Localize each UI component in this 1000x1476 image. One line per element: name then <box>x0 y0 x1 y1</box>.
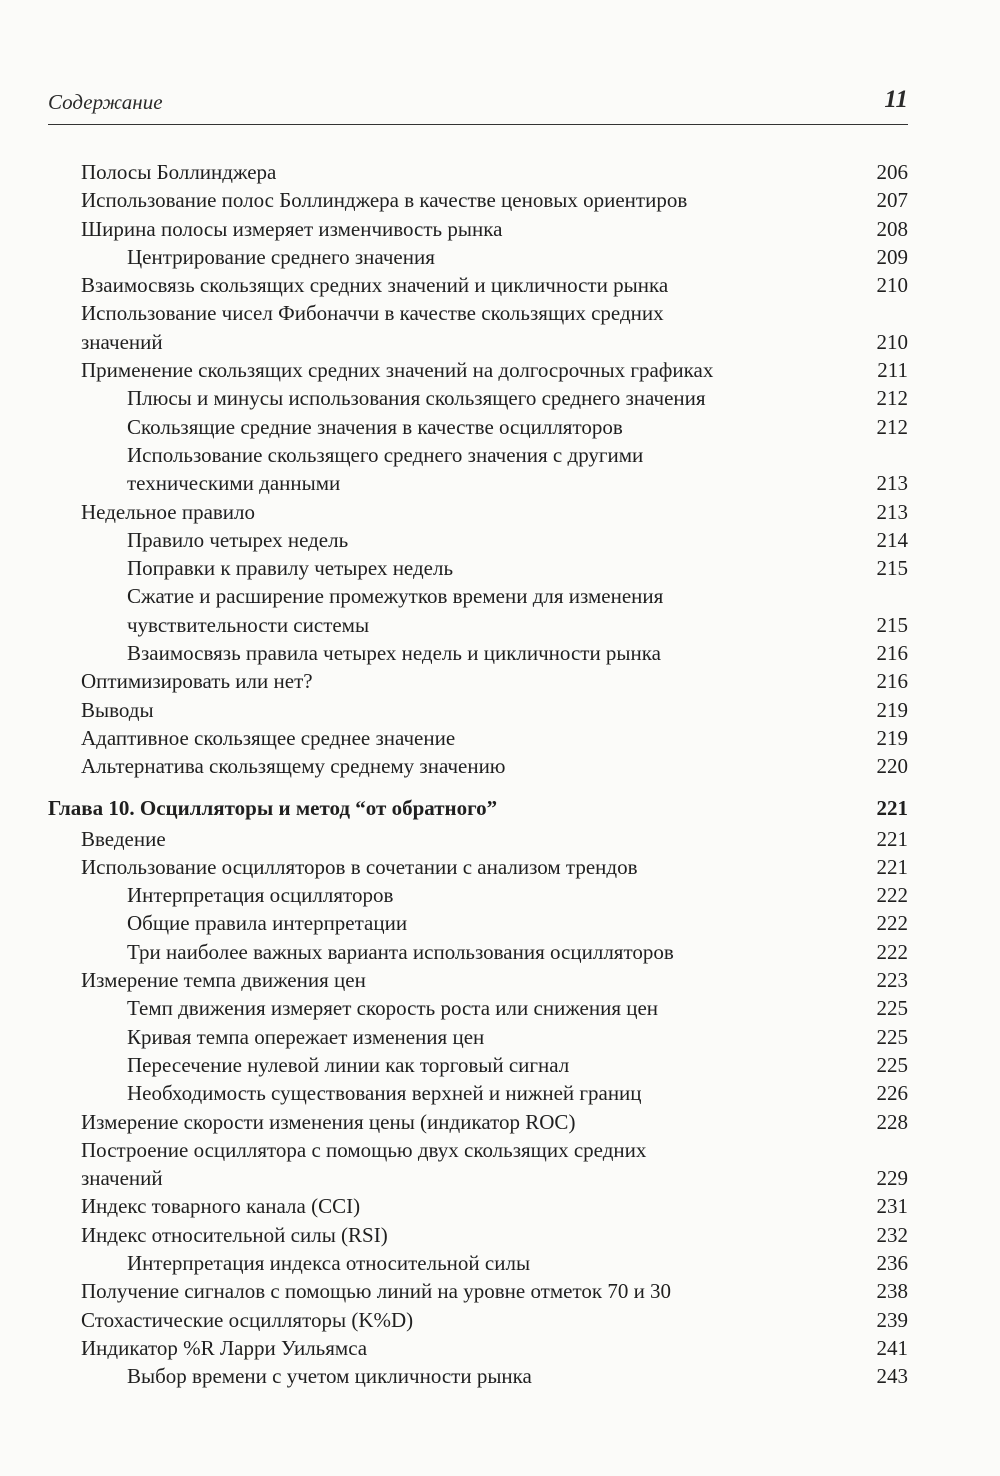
toc-entry-title: Построение осциллятора с помощью двух скользящих средних <box>81 1137 647 1162</box>
toc-entry-page: 211 <box>877 358 908 383</box>
running-header <box>48 88 908 125</box>
toc-entry-title: Интерпретация индекса относительной силы <box>127 1250 531 1275</box>
toc-entry-page: 210 <box>876 329 908 354</box>
toc-entry <box>0 938 1000 966</box>
toc-entry <box>0 667 1000 695</box>
toc-entry-title: Три наиболее важных варианта использования осцилляторов <box>127 939 674 964</box>
running-header-title: Содержание <box>48 90 163 114</box>
toc-entry-title: Индекс товарного канала (CCI) <box>81 1194 361 1219</box>
toc-entry-page: 213 <box>876 471 908 496</box>
toc-entry-title: Поправки к правилу четырех недель <box>127 556 454 581</box>
toc-entry-continuation <box>0 611 1000 639</box>
toc-entry-title: Стохастические осцилляторы (K%D) <box>81 1307 414 1332</box>
toc-entry-page: 206 <box>876 160 908 184</box>
toc-entry-page: 215 <box>876 556 908 581</box>
toc-entry <box>0 1249 1000 1277</box>
toc-entry-title: Необходимость существования верхней и нижней границ <box>127 1081 642 1106</box>
toc-entry-title: Ширина полосы измеряет изменчивость рынка <box>81 216 503 241</box>
toc-entry <box>0 1023 1000 1051</box>
toc-entry <box>0 215 1000 243</box>
toc-entry-title: Измерение скорости изменения цены (индикатор ROC) <box>81 1109 576 1134</box>
toc-entry-title: чувствительности системы <box>127 612 370 637</box>
toc-entry-page: 228 <box>876 1109 908 1134</box>
toc-entry-title: техническими данными <box>127 471 341 496</box>
toc-entry-page: 208 <box>876 216 908 241</box>
toc-entry-page: 223 <box>876 968 908 993</box>
page-number: 11 <box>884 86 908 113</box>
toc-entry-title: Выводы <box>81 697 154 722</box>
toc-entry-title: Взаимосвязь правила четырех недель и цикличности рынка <box>127 641 661 666</box>
toc-entry-title: Сжатие и расширение промежутков времени для изменения <box>127 584 664 609</box>
toc-entry-page: 239 <box>876 1307 908 1332</box>
toc-entry-title: Введение <box>81 826 166 851</box>
toc-entry-title: Измерение темпа движения цен <box>81 968 366 993</box>
toc-entry-continuation <box>0 469 1000 497</box>
toc-entry <box>0 825 1000 853</box>
table-of-contents <box>0 158 1000 1390</box>
toc-entry-page: 241 <box>876 1335 908 1360</box>
toc-entry-title: Применение скользящих средних значений на долгосрочных графиках <box>81 358 714 383</box>
toc-entry-title: значений <box>81 329 163 354</box>
toc-entry <box>0 909 1000 937</box>
toc-entry <box>0 1334 1000 1362</box>
toc-entry <box>0 1306 1000 1334</box>
toc-entry-title: Индикатор %R Ларри Уильямса <box>81 1335 368 1360</box>
toc-entry-page: 215 <box>876 612 908 637</box>
toc-entry-page: 221 <box>876 826 908 851</box>
toc-entry-title: Полосы Боллинджера <box>81 160 277 184</box>
toc-entry <box>0 384 1000 412</box>
toc-entry <box>0 299 1000 327</box>
toc-entry <box>0 243 1000 271</box>
toc-entry <box>0 158 1000 186</box>
toc-entry-page: 225 <box>876 1024 908 1049</box>
toc-entry <box>0 1108 1000 1136</box>
toc-entry-page: 216 <box>876 669 908 694</box>
toc-entry-title: Выбор времени с учетом цикличности рынка <box>127 1364 532 1389</box>
toc-entry-continuation <box>0 1164 1000 1192</box>
toc-entry-title: Центрирование среднего значения <box>127 244 435 269</box>
toc-entry <box>0 1277 1000 1305</box>
toc-entry <box>0 1192 1000 1220</box>
toc-entry <box>0 356 1000 384</box>
toc-entry-title: Индекс относительной силы (RSI) <box>81 1222 388 1247</box>
toc-entry <box>0 1079 1000 1107</box>
toc-entry-page: 238 <box>876 1279 908 1304</box>
toc-entry-title: Пересечение нулевой линии как торговый сигнал <box>127 1052 570 1077</box>
toc-entry <box>0 498 1000 526</box>
toc-entry-continuation <box>0 328 1000 356</box>
toc-entry-title: Кривая темпа опережает изменения цен <box>127 1024 485 1049</box>
toc-entry <box>0 853 1000 881</box>
toc-entry-page: 214 <box>876 527 908 552</box>
toc-entry-page: 212 <box>876 414 908 439</box>
toc-entry-title: Оптимизировать или нет? <box>81 669 313 694</box>
toc-entry-page: 222 <box>876 911 908 936</box>
toc-entry <box>0 1136 1000 1164</box>
toc-entry-page: 210 <box>876 273 908 298</box>
toc-entry-title: Использование чисел Фибоначчи в качестве скользящих средних <box>81 301 664 326</box>
toc-entry-page: 226 <box>876 1081 908 1106</box>
toc-entry-page: 219 <box>876 725 908 750</box>
toc-entry <box>0 639 1000 667</box>
toc-entry-page: 222 <box>876 883 908 908</box>
toc-entry <box>0 994 1000 1022</box>
toc-entry-title: Адаптивное скользящее среднее значение <box>81 725 456 750</box>
toc-entry-page: 216 <box>876 641 908 666</box>
toc-entry-page: 220 <box>876 754 908 779</box>
toc-entry-title: Плюсы и минусы использования скользящего среднего значения <box>127 386 706 411</box>
toc-entry-title: значений <box>81 1166 163 1191</box>
toc-entry-title: Использование осцилляторов в сочетании с анализом трендов <box>81 854 638 879</box>
toc-entry-page: 207 <box>876 188 908 213</box>
toc-entry-title: Недельное правило <box>81 499 256 524</box>
toc-chapter-heading <box>0 781 1000 825</box>
toc-entry <box>0 1221 1000 1249</box>
toc-entry-page: 221 <box>876 854 908 879</box>
toc-entry <box>0 582 1000 610</box>
toc-entry-page: 243 <box>876 1364 908 1389</box>
toc-entry <box>0 413 1000 441</box>
toc-entry-title: Общие правила интерпретации <box>127 911 408 936</box>
toc-entry <box>0 881 1000 909</box>
toc-entry <box>0 696 1000 724</box>
toc-entry-page: 232 <box>876 1222 908 1247</box>
toc-entry-title: Получение сигналов с помощью линий на уровне отметок 70 и 30 <box>81 1279 672 1304</box>
toc-entry-page: 222 <box>876 939 908 964</box>
toc-entry <box>0 526 1000 554</box>
toc-entry-title: Глава 10. Осцилляторы и метод “от обратного” <box>48 795 498 820</box>
toc-entry <box>0 186 1000 214</box>
toc-entry-page: 225 <box>876 1052 908 1077</box>
toc-entry <box>0 1051 1000 1079</box>
toc-entry <box>0 271 1000 299</box>
toc-entry <box>0 966 1000 994</box>
toc-entry-title: Альтернатива скользящему среднему значению <box>81 754 506 779</box>
toc-entry-page: 212 <box>876 386 908 411</box>
toc-entry-title: Темп движения измеряет скорость роста или снижения цен <box>127 996 659 1021</box>
toc-entry <box>0 752 1000 780</box>
toc-entry-page: 225 <box>876 996 908 1021</box>
toc-entry <box>0 724 1000 752</box>
toc-entry-title: Использование скользящего среднего значения с другими <box>127 442 644 467</box>
toc-entry-page: 231 <box>876 1194 908 1219</box>
toc-entry <box>0 441 1000 469</box>
toc-entry-title: Использование полос Боллинджера в качестве ценовых ориентиров <box>81 188 688 213</box>
toc-entry <box>0 554 1000 582</box>
toc-entry-page: 221 <box>876 795 908 820</box>
toc-entry-page: 219 <box>876 697 908 722</box>
toc-entry-page: 213 <box>876 499 908 524</box>
toc-entry-title: Интерпретация осцилляторов <box>127 883 394 908</box>
toc-entry-title: Взаимосвязь скользящих средних значений и цикличности рынка <box>81 273 669 298</box>
toc-entry-page: 229 <box>876 1166 908 1191</box>
toc-entry <box>0 1362 1000 1390</box>
toc-entry-title: Скользящие средние значения в качестве осцилляторов <box>127 414 623 439</box>
toc-entry-page: 236 <box>876 1250 908 1275</box>
toc-entry-title: Правило четырех недель <box>127 527 349 552</box>
toc-entry-page: 209 <box>876 244 908 269</box>
